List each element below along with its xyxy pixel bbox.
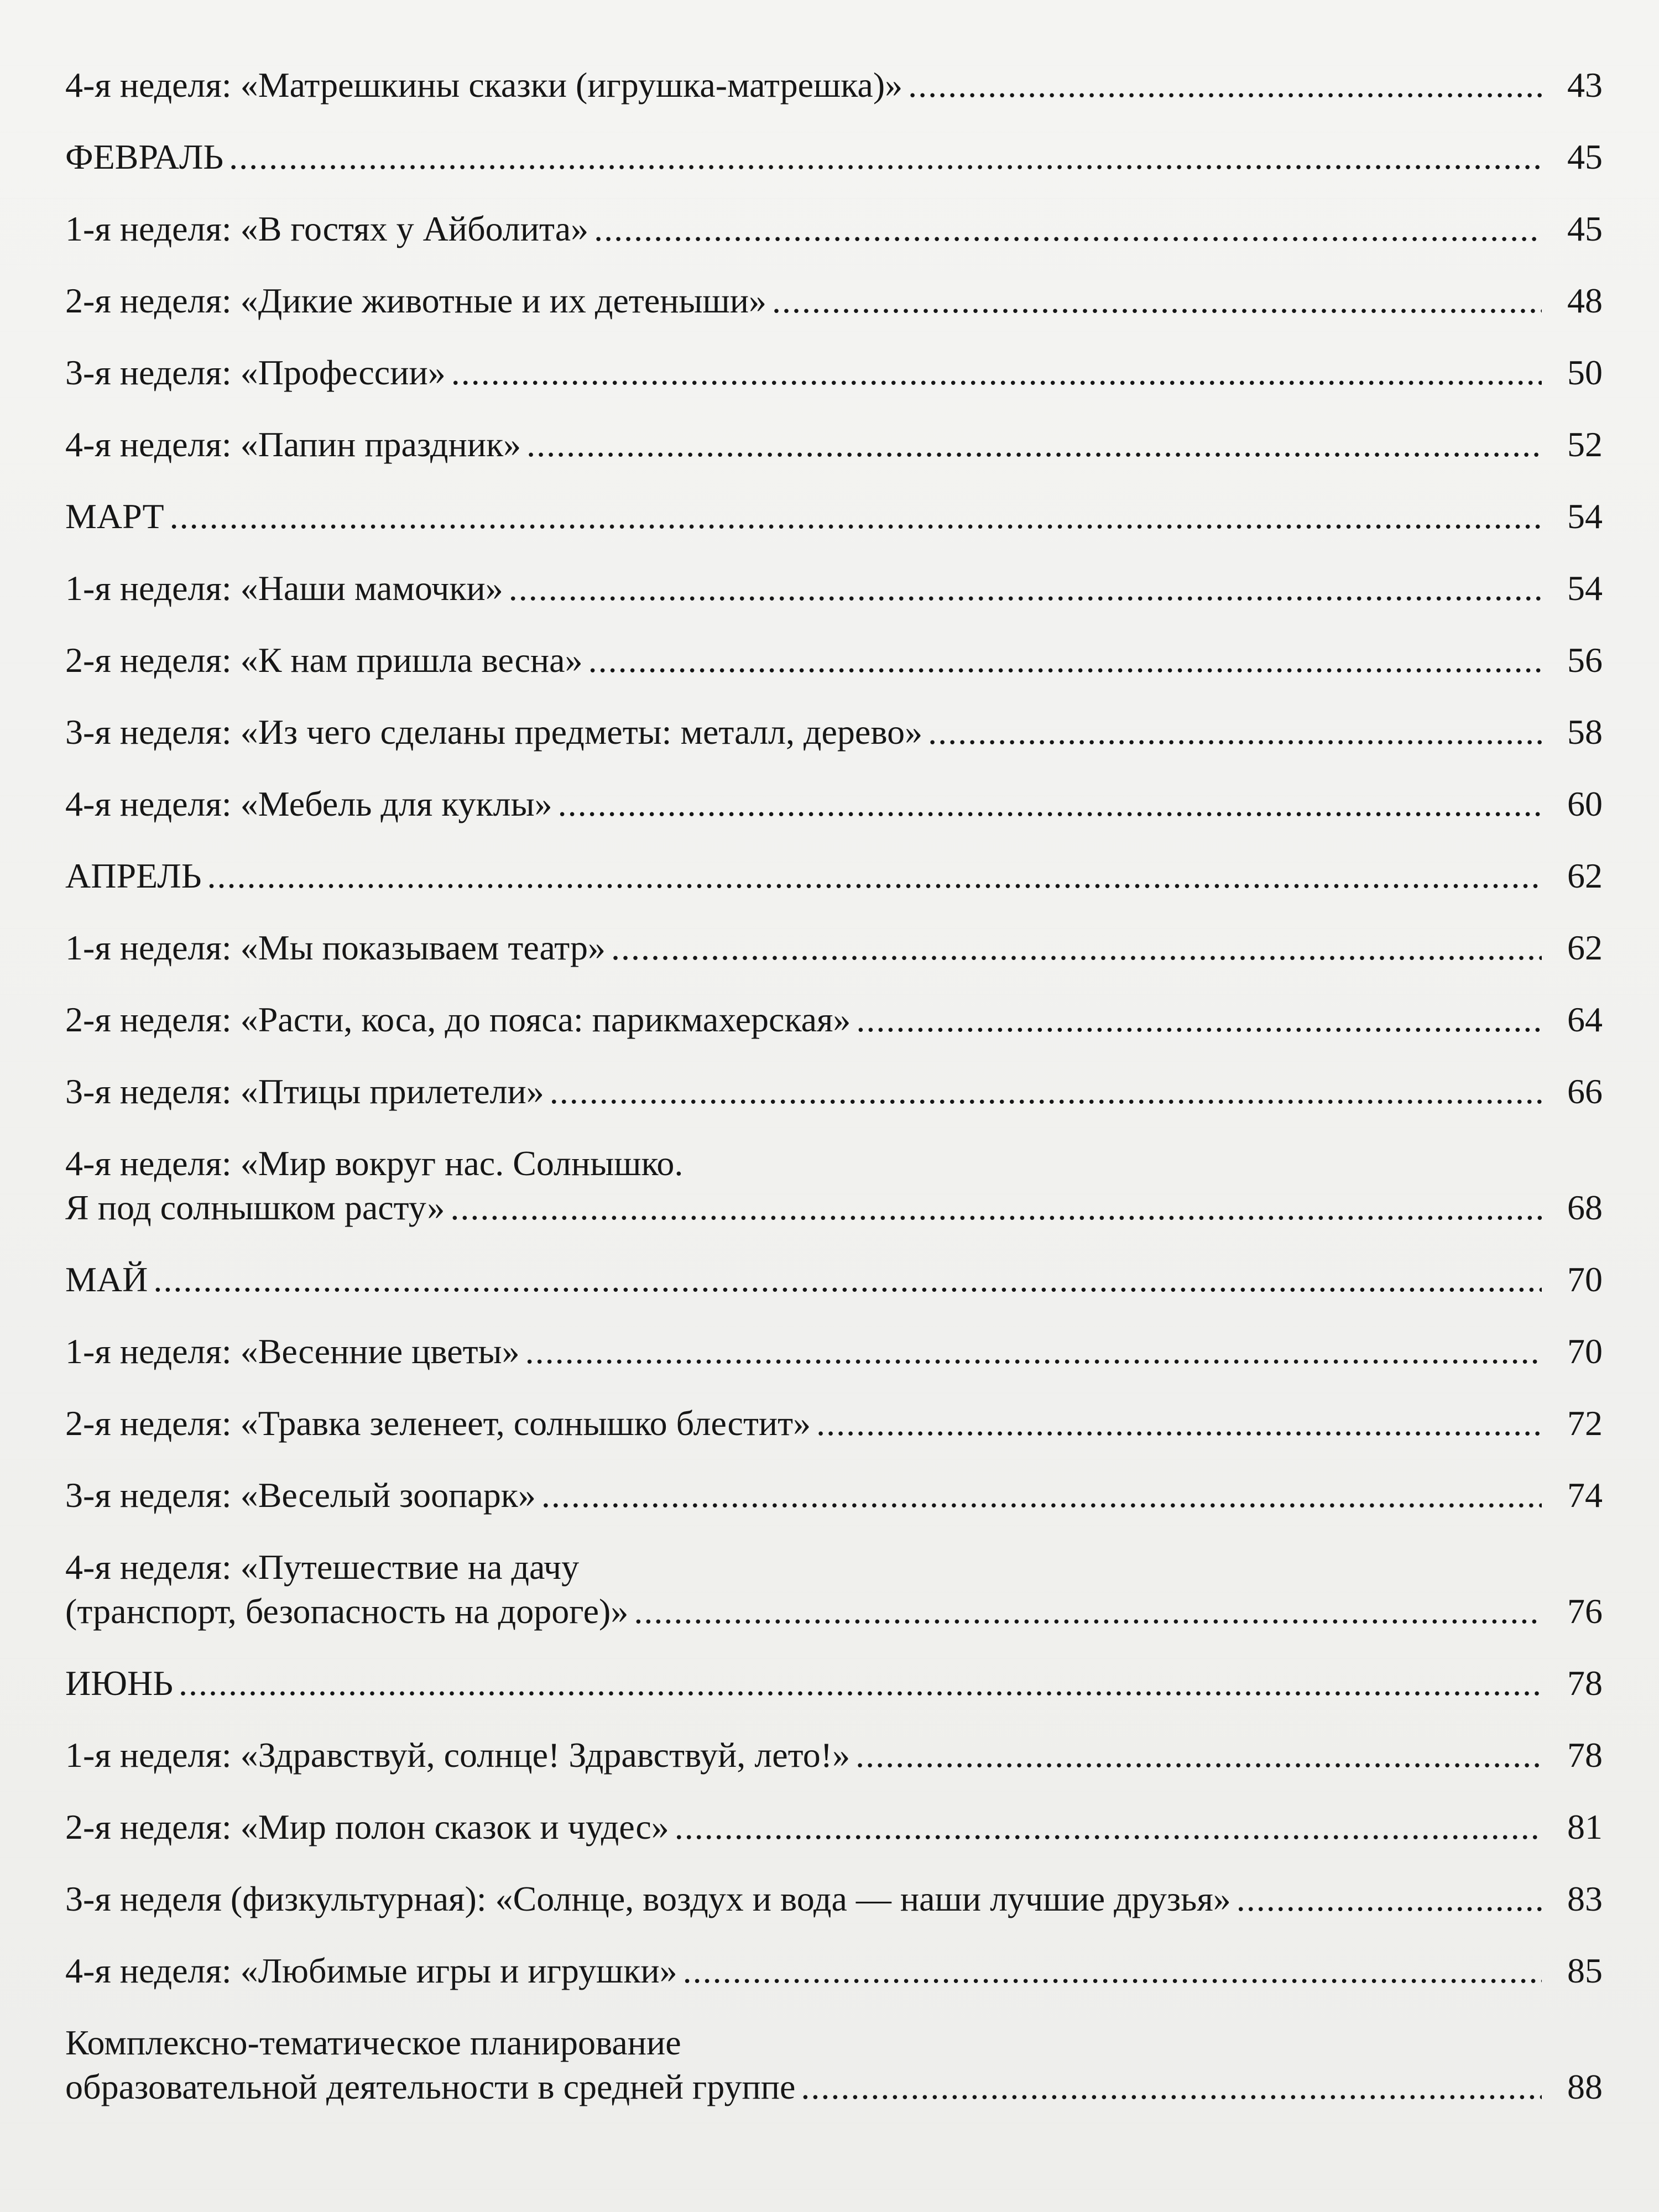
toc-title-line-1: Комплексно-тематическое планирование	[65, 2023, 681, 2062]
toc-page-number: 78	[1567, 1735, 1603, 1775]
toc-title: ФЕВРАЛЬ	[65, 137, 224, 176]
toc-page-number: 60	[1567, 784, 1603, 823]
toc-page-number: 66	[1567, 1072, 1603, 1111]
toc-page-number: 70	[1567, 1260, 1603, 1299]
leader-dots	[550, 1072, 1542, 1112]
toc-row	[65, 1000, 1603, 1040]
toc-page-number: 64	[1567, 1000, 1603, 1039]
leader-dots	[928, 712, 1542, 752]
toc-title: ИЮНЬ	[65, 1663, 173, 1703]
leader-dots	[588, 640, 1542, 680]
toc-page-number: 45	[1567, 137, 1603, 176]
toc-row	[65, 568, 1603, 608]
toc-title: 1-я неделя: «Здравствуй, солнце! Здравствуй, лето!»	[65, 1735, 851, 1775]
leader-dots	[683, 1951, 1542, 1991]
toc-entry	[65, 712, 1603, 752]
toc-entry	[65, 1807, 1603, 1847]
toc-title: 2-я неделя: «К нам пришла весна»	[65, 640, 583, 680]
toc-entry	[65, 1663, 1603, 1703]
toc-row	[65, 784, 1603, 824]
leader-dots	[525, 1332, 1542, 1371]
toc-page-number: 70	[1567, 1332, 1603, 1371]
toc-title: 3-я неделя (физкультурная): «Солнце, воздух и вода — наши лучшие друзья»	[65, 1879, 1231, 1918]
toc-row	[65, 353, 1603, 393]
toc-title: 3-я неделя: «Веселый зоопарк»	[65, 1475, 536, 1515]
toc-title: 2-я неделя: «Травка зеленеет, солнышко блестит»	[65, 1404, 811, 1443]
toc-row	[65, 1404, 1603, 1443]
toc-page-number: 52	[1567, 425, 1603, 464]
toc-title: 3-я неделя: «Профессии»	[65, 353, 446, 392]
toc-title: АПРЕЛЬ	[65, 856, 202, 895]
toc-row	[65, 1592, 1603, 1631]
toc-row	[65, 1663, 1603, 1703]
toc-page-number: 83	[1567, 1879, 1603, 1918]
toc-row	[65, 1072, 1603, 1112]
toc-row	[65, 209, 1603, 249]
toc-title-line-1: 4-я неделя: «Путешествие на дачу	[65, 1547, 580, 1587]
toc-entry	[65, 1404, 1603, 1443]
leader-dots	[855, 1735, 1542, 1775]
toc-page-number: 72	[1567, 1404, 1603, 1443]
toc-entry	[65, 1000, 1603, 1040]
toc-row	[65, 281, 1603, 321]
toc-title: 2-я неделя: «Мир полон сказок и чудес»	[65, 1807, 669, 1846]
toc-row	[65, 1332, 1603, 1371]
toc-title: МАЙ	[65, 1260, 148, 1299]
toc-page-number: 62	[1567, 856, 1603, 895]
leader-dots	[207, 856, 1542, 896]
toc-title: 4-я неделя: «Мебель для куклы»	[65, 784, 552, 823]
toc-page-number: 74	[1567, 1475, 1603, 1515]
leader-dots	[611, 928, 1542, 968]
leader-dots	[153, 1260, 1542, 1300]
leader-dots	[450, 1188, 1542, 1228]
toc-page-number: 62	[1567, 928, 1603, 967]
toc-entry	[65, 568, 1603, 608]
toc-title: 4-я неделя: «Матрешкины сказки (игрушка-матрешка)»	[65, 65, 903, 105]
toc-title: 1-я неделя: «Весенние цветы»	[65, 1332, 520, 1371]
leader-dots	[229, 137, 1542, 177]
toc-row	[65, 1260, 1603, 1300]
toc-title-line-2: (транспорт, безопасность на дороге)»	[65, 1592, 629, 1631]
toc-title: МАРТ	[65, 497, 164, 536]
leader-dots	[526, 425, 1542, 465]
toc-page-number: 81	[1567, 1807, 1603, 1846]
toc-entry	[65, 856, 1603, 896]
leader-dots	[634, 1592, 1542, 1631]
leader-dots	[179, 1663, 1542, 1703]
leader-dots	[558, 784, 1542, 824]
leader-dots	[170, 497, 1542, 536]
toc-row	[65, 137, 1603, 177]
leader-dots	[908, 65, 1542, 105]
toc-page-number: 48	[1567, 281, 1603, 320]
toc-entry	[65, 209, 1603, 249]
toc-page-number: 43	[1567, 65, 1603, 105]
leader-dots	[772, 281, 1542, 321]
toc-entry	[65, 1879, 1603, 1919]
toc-title: 3-я неделя: «Из чего сделаны предметы: металл, дерево»	[65, 712, 923, 752]
toc-row	[65, 1879, 1603, 1919]
leader-dots	[856, 1000, 1542, 1040]
toc-title: 2-я неделя: «Дикие животные и их детеныши»	[65, 281, 766, 320]
toc-entry	[65, 640, 1603, 680]
toc-row	[65, 1951, 1603, 1991]
toc-entry	[65, 1144, 1603, 1228]
toc-entry	[65, 1951, 1603, 1991]
toc-entry	[65, 784, 1603, 824]
toc-entry	[65, 2023, 1603, 2107]
toc-row	[65, 425, 1603, 465]
toc-entry	[65, 1332, 1603, 1371]
toc-entry	[65, 353, 1603, 393]
toc-row	[65, 2067, 1603, 2107]
toc-page-number: 88	[1567, 2067, 1603, 2106]
toc-title: 1-я неделя: «Наши мамочки»	[65, 568, 503, 608]
toc-row	[65, 1188, 1603, 1228]
toc-title: 1-я неделя: «В гостях у Айболита»	[65, 209, 589, 248]
toc-title: 1-я неделя: «Мы показываем театр»	[65, 928, 606, 967]
leader-dots	[541, 1475, 1542, 1515]
toc-entry	[65, 1260, 1603, 1300]
toc-entry	[65, 1072, 1603, 1112]
toc-page-number: 54	[1567, 497, 1603, 536]
leader-dots	[451, 353, 1542, 393]
toc-page-number: 85	[1567, 1951, 1603, 1990]
toc-title-line-2: образовательной деятельности в средней группе	[65, 2067, 796, 2106]
leader-dots	[801, 2067, 1542, 2107]
toc-page-number: 76	[1567, 1592, 1603, 1631]
toc-title-line-1: 4-я неделя: «Мир вокруг нас. Солнышко.	[65, 1144, 684, 1183]
toc-entry	[65, 425, 1603, 465]
toc-entry	[65, 1735, 1603, 1775]
leader-dots	[509, 568, 1542, 608]
toc-row	[65, 65, 1603, 105]
leader-dots	[816, 1404, 1542, 1443]
table-of-contents	[65, 65, 1603, 2107]
toc-entry	[65, 137, 1603, 177]
toc-row	[65, 1807, 1603, 1847]
toc-row	[65, 1475, 1603, 1515]
toc-page-number: 68	[1567, 1188, 1603, 1227]
toc-entry	[65, 281, 1603, 321]
toc-page-number: 50	[1567, 353, 1603, 392]
toc-page-number: 56	[1567, 640, 1603, 680]
toc-row	[65, 497, 1603, 536]
toc-entry	[65, 1547, 1603, 1631]
toc-row	[65, 712, 1603, 752]
toc-entry	[65, 497, 1603, 536]
toc-title-line-2: Я под солнышком расту»	[65, 1188, 445, 1227]
toc-row	[65, 1735, 1603, 1775]
toc-title: 4-я неделя: «Папин праздник»	[65, 425, 521, 464]
toc-row	[65, 856, 1603, 896]
toc-page-number: 54	[1567, 568, 1603, 608]
toc-title: 2-я неделя: «Расти, коса, до пояса: парикмахерская»	[65, 1000, 851, 1039]
leader-dots	[1237, 1879, 1542, 1919]
toc-title: 3-я неделя: «Птицы прилетели»	[65, 1072, 544, 1111]
toc-page-number: 45	[1567, 209, 1603, 248]
toc-row	[65, 640, 1603, 680]
toc-entry	[65, 1475, 1603, 1515]
toc-title: 4-я неделя: «Любимые игры и игрушки»	[65, 1951, 677, 1990]
leader-dots	[594, 209, 1542, 249]
toc-page-number: 58	[1567, 712, 1603, 752]
toc-entry	[65, 928, 1603, 968]
leader-dots	[675, 1807, 1542, 1847]
toc-entry	[65, 65, 1603, 105]
toc-row	[65, 928, 1603, 968]
toc-page-number: 78	[1567, 1663, 1603, 1703]
